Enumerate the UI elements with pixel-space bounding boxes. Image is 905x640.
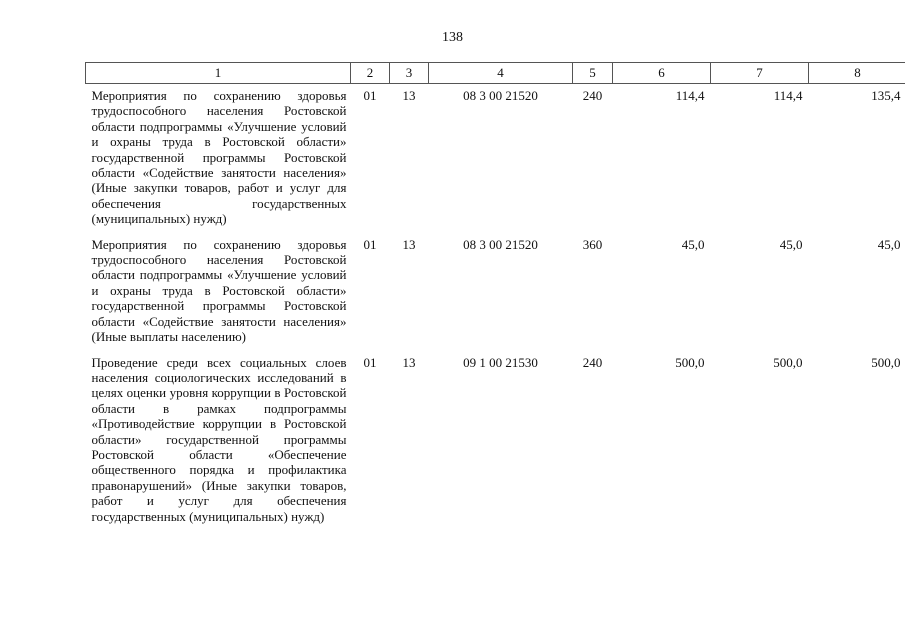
row-amount-6: 114,4 <box>675 88 705 103</box>
row-amount-7: 500,0 <box>773 354 803 370</box>
row-amount-6: 500,0 <box>675 354 705 370</box>
row-section-code: 01 <box>363 88 377 103</box>
row-description: Мероприятия по сохранению здоровья трудоспособного населения Ростовской области подпрограммы «Улучшение условий и охраны труда в Ростовской области» государственной программы Ростовской области «Содействие занятости населения» (Иные закупки товаров, работ и услуг для обеспечения государственных (муниципальных) нужд) <box>91 88 347 227</box>
row-amount-7: 114,4 <box>773 88 803 103</box>
budget-table <box>85 62 905 530</box>
column-header-5: 5 <box>573 63 613 84</box>
row-target-article: 09 1 00 21530 <box>463 354 538 370</box>
row-amount-6: 45,0 <box>681 236 705 252</box>
row-description: Мероприятия по сохранению здоровья трудоспособного населения Ростовской области подпрограммы «Улучшение условий и охраны труда в Ростовской области» государственной программы Ростовской области «Содействие занятости населения» (Иные выплаты населению) <box>91 236 347 345</box>
row-expense-type: 360 <box>582 236 603 252</box>
column-header-2: 2 <box>351 63 390 84</box>
table-header-row <box>86 63 905 84</box>
row-amount-8: 500,0 <box>871 354 901 370</box>
row-target-article: 08 3 00 21520 <box>463 236 538 252</box>
column-header-3: 3 <box>390 63 429 84</box>
page-number: 138 <box>442 30 463 45</box>
row-description: Проведение среди всех социальных слоев населения социологических исследований в целях оценки уровня коррупции в Ростовской области в рамках подпрограммы «Противодействие коррупции в Ростовской области» государственной программы Ростовской области «Обеспечение общественного порядка и профилактика правонарушений» (Иные закупки товаров, работ и услуг для обеспечения государственных (муниципальных) нужд) <box>91 354 347 524</box>
row-subsection-code: 13 <box>402 354 416 370</box>
row-subsection-code: 13 <box>402 236 416 252</box>
row-section-code: 01 <box>363 354 377 370</box>
column-header-1: 1 <box>86 63 351 84</box>
table-row <box>86 233 905 351</box>
row-expense-type: 240 <box>582 88 603 103</box>
column-header-4: 4 <box>429 63 573 84</box>
row-section-code: 01 <box>363 236 377 252</box>
row-amount-8: 135,4 <box>871 88 901 103</box>
column-header-7: 7 <box>711 63 809 84</box>
row-subsection-code: 13 <box>402 88 416 103</box>
row-expense-type: 240 <box>582 354 603 370</box>
row-target-article: 08 3 00 21520 <box>463 88 538 103</box>
row-amount-7: 45,0 <box>779 236 803 252</box>
row-amount-8: 45,0 <box>877 236 901 252</box>
column-header-6: 6 <box>613 63 711 84</box>
table-row <box>86 351 905 530</box>
column-header-8: 8 <box>809 63 905 84</box>
table-row <box>86 84 905 233</box>
